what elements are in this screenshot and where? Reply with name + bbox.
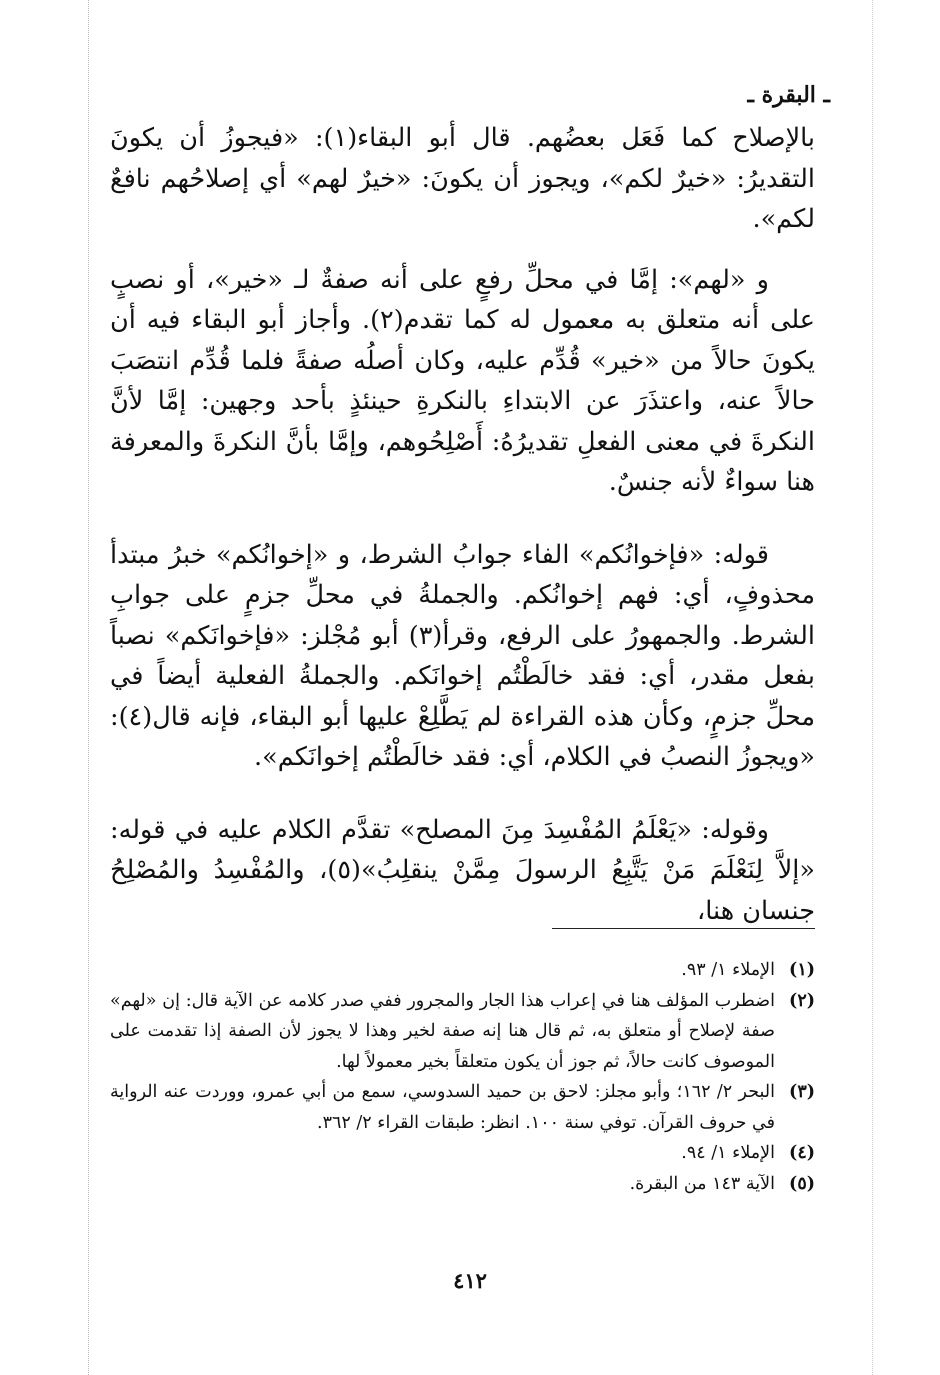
footnote-text: اضطرب المؤلف هنا في إعراب هذا الجار والمجرور ففي صدر كلامه عن الآية قال: إن «لهم» صفة لإصلاح أو متعلق به، ثم قال هنا إنه صفة لخير وهذا لا يجوز لأن الصفة إذا تقدمت على الموصوف كانت حالاً، ثم جوز أن يكون متعلقاً بخير معمولاً لها. xyxy=(110,990,775,1072)
footnote-separator xyxy=(552,928,815,929)
footnote-number: (٣) xyxy=(789,1082,815,1102)
footnote-5 xyxy=(110,1169,815,1200)
footnote-text: الآية ١٤٣ من البقرة. xyxy=(629,1173,775,1194)
main-text xyxy=(110,118,815,931)
footnote-2 xyxy=(110,986,815,1078)
scan-edge-left xyxy=(88,0,89,1375)
paragraph-4: وقوله: «يَعْلَمُ المُفْسِدَ مِنَ المصلح» تقدَّم الكلام عليه في قوله: «إلاَّ لِنَعْلَمَ مَنْ يَتَّبِعُ الرسولَ مِمَّنْ ينقلِبُ»(٥)، والمُفْسِدُ والمُصْلِحُ جنسان هنا، xyxy=(110,814,815,926)
paragraph-3: قوله: «فإخوانُكم» الفاء جوابُ الشرط، و «إخوانُكم» خبرُ مبتدأ محذوفٍ، أي: فهم إخوانُكم. والجملةُ في محلِّ جزمٍ على جوابِ الشرط. والجمهورُ على الرفع، وقرأ(٣) أبو مُجْلز: «فإخوانَكم» نصباً بفعل مقدر، أي: فقد خالَطْتُم إخوانَكم. والجملةُ الفعلية أيضاً في محلِّ جزمٍ، وكأن هذه القراءة لم يَطَّلِعْ عليها أبو البقاء، فإنه قال(٤): «ويجوزُ النصبُ في الكلام، أي: فقد خالَطْتُم إخوانَكم». xyxy=(110,539,815,772)
footnote-4 xyxy=(110,1138,815,1169)
footnote-text: البحر ٢/ ١٦٢؛ وأبو مجلز: لاحق بن حميد السدوسي، سمع من أبي عمرو، ووردت عنه الرواية في حروف القرآن. توفي سنة ١٠٠. انظر: طبقات القراء ٢/ ٣٦٢. xyxy=(110,1082,775,1133)
page-number: ٤١٢ xyxy=(453,1268,487,1293)
paragraph-1: بالإصلاح كما فَعَل بعضُهم. قال أبو البقاء(١): «فيجوزُ أن يكونَ التقديرُ: «خيرٌ لكم»، ويجوز أن يكونَ: «خيرٌ لهم» أي إصلاحُهم نافعٌ لكم». xyxy=(110,123,815,234)
scan-edge-right xyxy=(872,0,873,1375)
footnote-number: (١) xyxy=(789,960,815,980)
footnote-number: (٢) xyxy=(789,990,815,1011)
footnotes xyxy=(110,955,815,1199)
footnote-text: الإملاء ١/ ٩٤. xyxy=(681,1143,775,1163)
footnote-number: (٥) xyxy=(789,1173,815,1194)
paragraph-2: و «لهم»: إمَّا في محلِّ رفعٍ على أنه صفةٌ لـ «خير»، أو نصبٍ على أنه متعلق به معمول له كما تقدم(٢). وأجاز أبو البقاء فيه أن يكونَ حالاً من «خير» قُدِّم عليه، وكان أصلُه صفةً فلما قُدِّم انتصَبَ حالاً عنه، واعتذَرَ عن الابتداءِ بالنكرةِ حينئذٍ بأحد وجهين: إمَّا لأنَّ النكرةَ في معنى الفعلِ تقديرُهُ: أَصْلِحُوهم، وإمَّا بأنَّ النكرةَ والمعرفة هنا سواءٌ لأنه جنسٌ. xyxy=(110,264,815,497)
footnote-text: الإملاء ١/ ٩٣. xyxy=(681,960,775,980)
footnote-3 xyxy=(110,1077,815,1138)
footnote-number: (٤) xyxy=(789,1143,815,1163)
running-header: ـ البقرة ـ xyxy=(747,82,830,108)
footnote-1 xyxy=(110,955,815,986)
